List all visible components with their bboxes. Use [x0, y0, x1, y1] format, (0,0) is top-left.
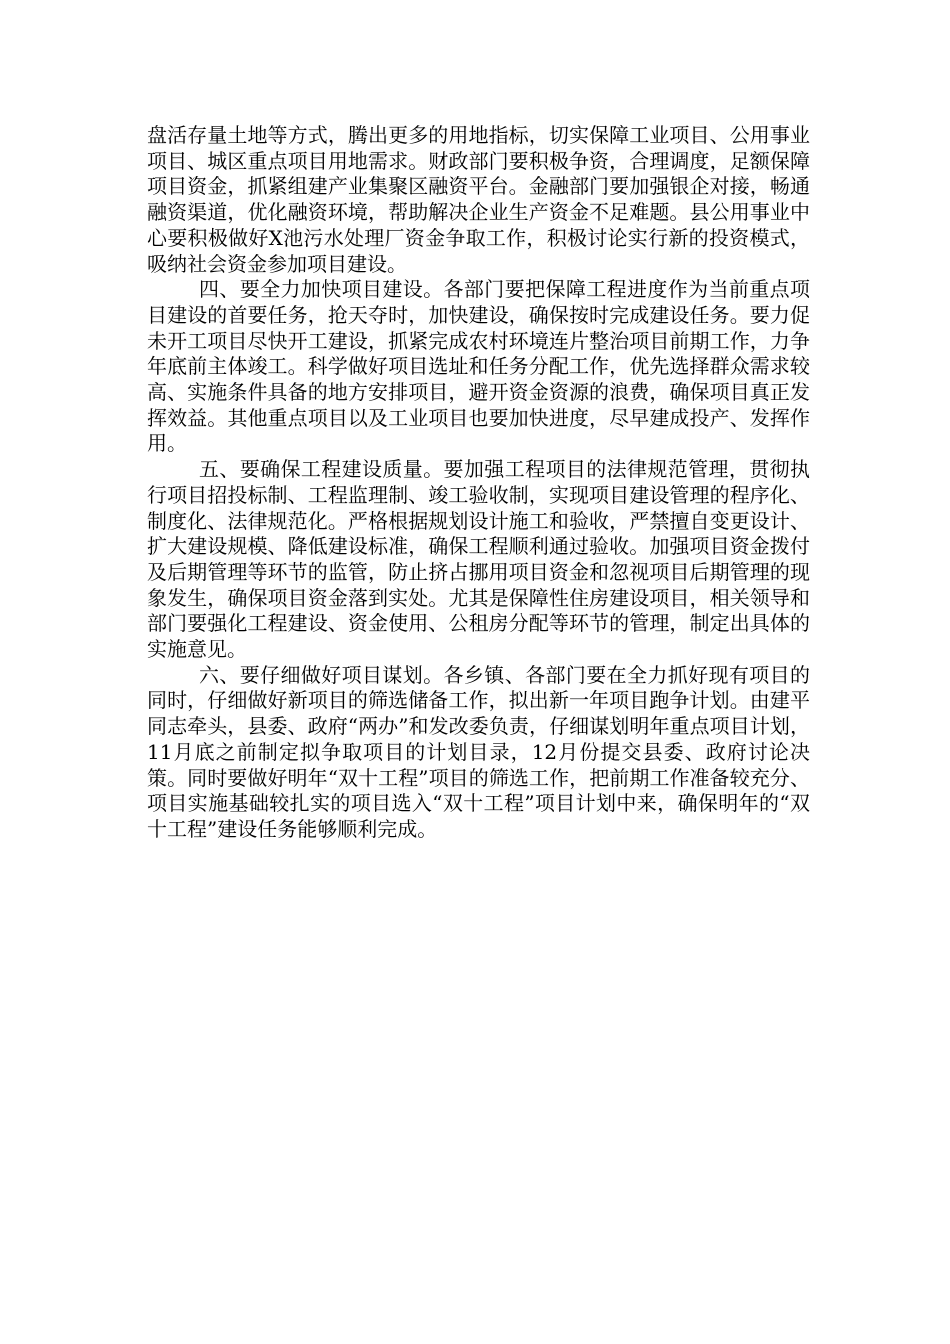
paragraph-continued: 盘活存量土地等方式，腾出更多的用地指标，切实保障工业项目、公用事业项目、城区重点项目用地需求。财政部门要积极争资，合理调度，足额保障项目资金，抓紧组建产业集聚区融资平台。金融部门要加强银企对接，畅通融资渠道，优化融资环境，帮助解决企业生产资金不足难题。县公用事业中心要积极做好X池污水处理厂资金争取工作，积极讨论实行新的投资模式，吸纳社会资金参加项目建设。 — [147, 123, 810, 276]
document-page — [147, 123, 810, 843]
paragraph-5: 五、要确保工程建设质量。要加强工程项目的法律规范管理，贯彻执行项目招投标制、工程监理制、竣工验收制，实现项目建设管理的程序化、制度化、法律规范化。严格根据规划设计施工和验收，严禁擅自变更设计、扩大建设规模、降低建设标准，确保工程顺利通过验收。加强项目资金拨付及后期管理等环节的监管，防止挤占挪用项目资金和忽视项目后期管理的现象发生，确保项目资金落到实处。尤其是保障性住房建设项目，相关领导和部门要强化工程建设、资金使用、公租房分配等环节的管理，制定出具体的实施意见。 — [147, 457, 810, 662]
paragraph-4: 四、要全力加快项目建设。各部门要把保障工程进度作为当前重点项目建设的首要任务，抢天夺时，加快建设，确保按时完成建设任务。要力促未开工项目尽快开工建设，抓紧完成农村环境连片整治项目前期工作，力争年底前主体竣工。科学做好项目选址和任务分配工作，优先选择群众需求较高、实施条件具备的地方安排项目，避开资金资源的浪费，确保项目真正发挥效益。其他重点项目以及工业项目也要加快进度，尽早建成投产、发挥作用。 — [147, 277, 810, 456]
paragraph-6: 六、要仔细做好项目谋划。各乡镇、各部门要在全力抓好现有项目的同时，仔细做好新项目的筛选储备工作，拟出新一年项目跑争计划。由建平同志牵头，县委、政府“两办”和发改委负责，仔细谋划明年重点项目计划，11月底之前制定拟争取项目的计划目录，12月份提交县委、政府讨论决策。同时要做好明年“双十工程”项目的筛选工作，把前期工作准备较充分、项目实施基础较扎实的项目选入“双十工程”项目计划中来，确保明年的“双十工程”建设任务能够顺利完成。 — [147, 662, 810, 841]
